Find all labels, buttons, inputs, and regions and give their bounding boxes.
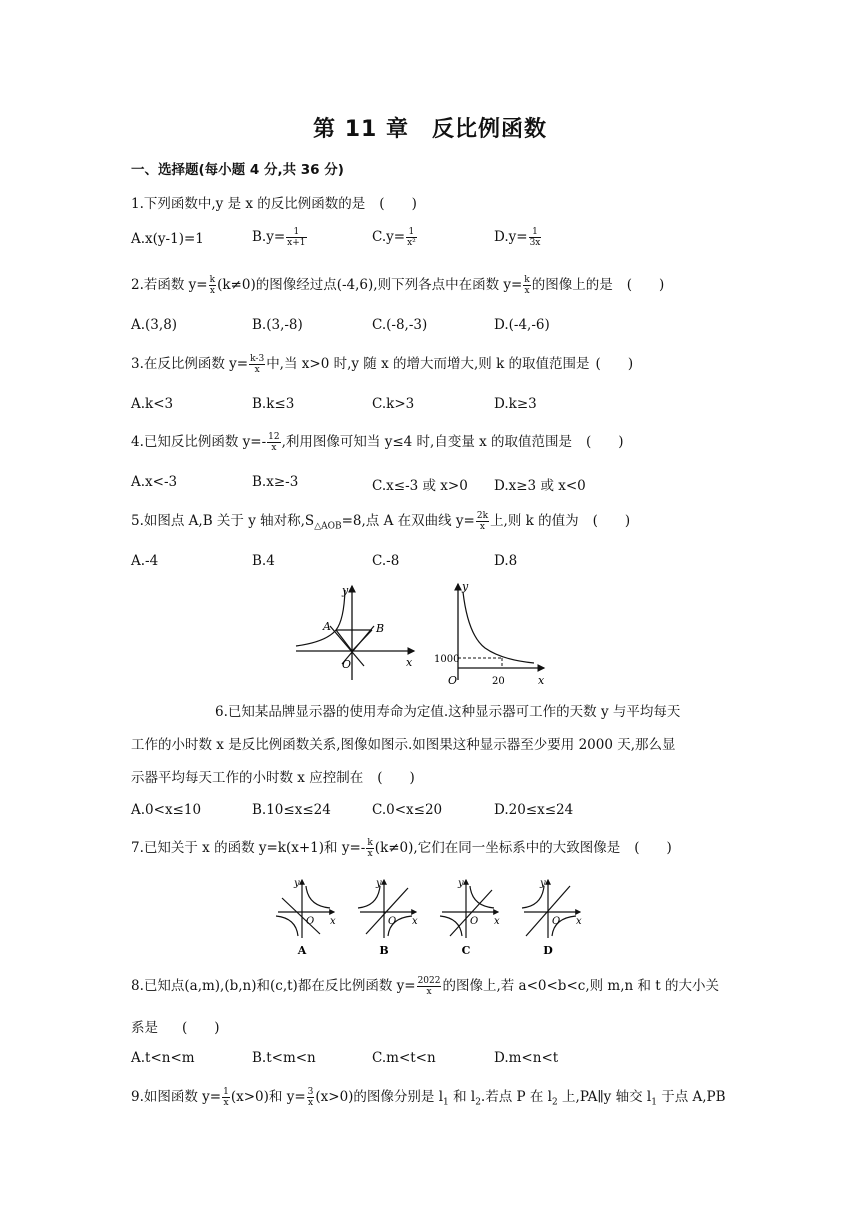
section-heading: 一、选择题(每小题 4 分,共 36 分) xyxy=(131,162,344,178)
graph-c-label: C xyxy=(461,944,471,957)
svg-text:x: x xyxy=(330,916,336,927)
option-d: D.(-4,-6) xyxy=(494,317,550,333)
svg-text:O: O xyxy=(388,916,397,927)
option-c: C.m<t<n xyxy=(372,1050,436,1066)
option-b: B.(3,-8) xyxy=(252,317,303,333)
option-b: B.y= $\frac{1}{x+1}$ xyxy=(252,227,306,248)
x-axis-label: x xyxy=(538,674,545,687)
question-5-stem: 5.如图点 A,B 关于 y 轴对称$,S_{\triangle AOB}=8$,点 A 在双曲线 y= $\frac{2k}{x}$ 上,则 k 的值为 ( ) xyxy=(131,511,631,532)
option-d: D.y= $\frac{1}{3x}$ xyxy=(494,227,541,248)
graph-d-label: D xyxy=(543,944,553,957)
figure-q5 xyxy=(296,584,414,680)
svg-text:y: y xyxy=(540,878,546,889)
option-a: A.0<x≤10 xyxy=(131,802,202,818)
hyperbola-branch xyxy=(296,590,345,646)
question-1-stem: 1.下列函数中,y 是 x 的反比例函数的是 ( ) xyxy=(131,196,417,212)
option-a: A.x<-3 xyxy=(131,474,178,490)
option-d: D.x≥3 或 x<0 xyxy=(494,478,586,494)
graph-a xyxy=(276,878,336,957)
option-d: D.m<n<t xyxy=(494,1050,559,1066)
option-b: B.4 xyxy=(252,553,275,569)
graph-d xyxy=(522,878,582,957)
page-title: 第 11 章 反比例函数 xyxy=(313,117,547,142)
figures-q5-q6 xyxy=(290,580,550,688)
option-a: A.(3,8) xyxy=(131,317,178,333)
hyperbola-curve xyxy=(463,592,534,663)
option-c: C.0<x≤20 xyxy=(372,802,443,818)
option-d: D.20≤x≤24 xyxy=(494,802,574,818)
question-6-line-3: 示器平均每天工作的小时数 x 应控制在 ( ) xyxy=(131,770,415,786)
option-b: B.10≤x≤24 xyxy=(252,802,331,818)
option-c: C.x≤-3 或 x>0 xyxy=(372,478,468,494)
svg-text:x: x xyxy=(412,916,418,927)
question-6-line-1: 6.已知某品牌显示器的使用寿命为定值.这种显示器可工作的天数 y 与平均每天 xyxy=(215,704,681,720)
svg-text:y: y xyxy=(294,878,300,889)
option-b: B.t<m<n xyxy=(252,1050,316,1066)
x-tick-label: 20 xyxy=(492,676,505,687)
option-c: C.(-8,-3) xyxy=(372,317,428,333)
option-d: D.k≥3 xyxy=(494,396,537,412)
option-a: A.-4 xyxy=(131,553,159,569)
graph-b-label: B xyxy=(379,944,389,957)
y-axis-label: y xyxy=(342,584,349,597)
y-tick-label: 1000 xyxy=(434,654,460,665)
svg-text:O: O xyxy=(552,916,561,927)
question-6-line-2: 工作的小时数 x 是反比例函数关系,图像如图示.如图果这种显示器至少要用 2000 天,那么显 xyxy=(131,737,676,753)
svg-text:y: y xyxy=(458,878,464,889)
option-a: A.k<3 xyxy=(131,396,174,412)
option-c: C.-8 xyxy=(372,553,400,569)
question-9-stem: 9.如图函数 y= $\frac{1}{x}$ (x>0)和 y= $\frac{3}{x}$ (x>0)的图像分别是 $l_1$ 和 $l_2$.若点 P 在 $l_2$ 上,PA∥y 轴交 $l_1$ 于点 A,PB xyxy=(131,1087,726,1108)
graph-c xyxy=(440,878,500,957)
option-c: C.y= $\frac{1}{\text{x²}}$ xyxy=(372,227,416,248)
point-b-label: B xyxy=(376,622,385,635)
question-3-stem: 3.在反比例函数 y= $\frac{k-3}{x}$ 中,当 x>0 时,y 随 x 的增大而增大,则 k 的取值范围是 ( ) xyxy=(131,354,634,375)
question-7-stem: 7.已知关于 x 的函数 y=k(x+1)和 y=- $\frac{k}{x}$ (k≠0),它们在同一坐标系中的大致图像是 ( ) xyxy=(131,838,672,859)
origin-label: O xyxy=(448,674,458,687)
option-a: A.x(y-1)=1 xyxy=(131,231,204,247)
question-4-stem: 4.已知反比例函数 y=- $\frac{12}{x}$ ,利用图像可知当 y≤4 时,自变量 x 的取值范围是 ( ) xyxy=(131,432,624,453)
svg-text:y: y xyxy=(376,878,382,889)
question-2-stem: 2.若函数 y= $\frac{k}{x}$ (k≠0)的图像经过点(-4,6),则下列各点中在函数 y= $\frac{k}{x}$ 的图像上的是 ( ) xyxy=(131,275,665,296)
svg-text:O: O xyxy=(470,916,479,927)
option-d: D.8 xyxy=(494,553,518,569)
option-b: B.k≤3 xyxy=(252,396,295,412)
svg-text:x: x xyxy=(494,916,500,927)
point-a-label: A xyxy=(323,620,331,633)
y-axis-label: y xyxy=(462,580,469,593)
question-8-stem: 8.已知点(a,m),(b,n)和(c,t)都在反比例函数 y= $\frac{2022}{x}$ 的图像上,若 a<0<b<c,则 m,n 和 t 的大小关 xyxy=(131,976,719,997)
graph-a-label: A xyxy=(297,944,307,957)
x-axis-label: x xyxy=(406,656,413,669)
option-b: B.x≥-3 xyxy=(252,474,299,490)
graph-b xyxy=(358,878,418,957)
svg-text:O: O xyxy=(306,916,315,927)
figure-q6 xyxy=(434,580,545,687)
option-c: C.k>3 xyxy=(372,396,415,412)
origin-label: O xyxy=(342,658,352,671)
option-a: A.t<n<m xyxy=(131,1050,195,1066)
figures-q7 xyxy=(272,874,592,960)
question-8-line-2: 系是 ( ) xyxy=(131,1020,220,1036)
svg-text:x: x xyxy=(576,916,582,927)
